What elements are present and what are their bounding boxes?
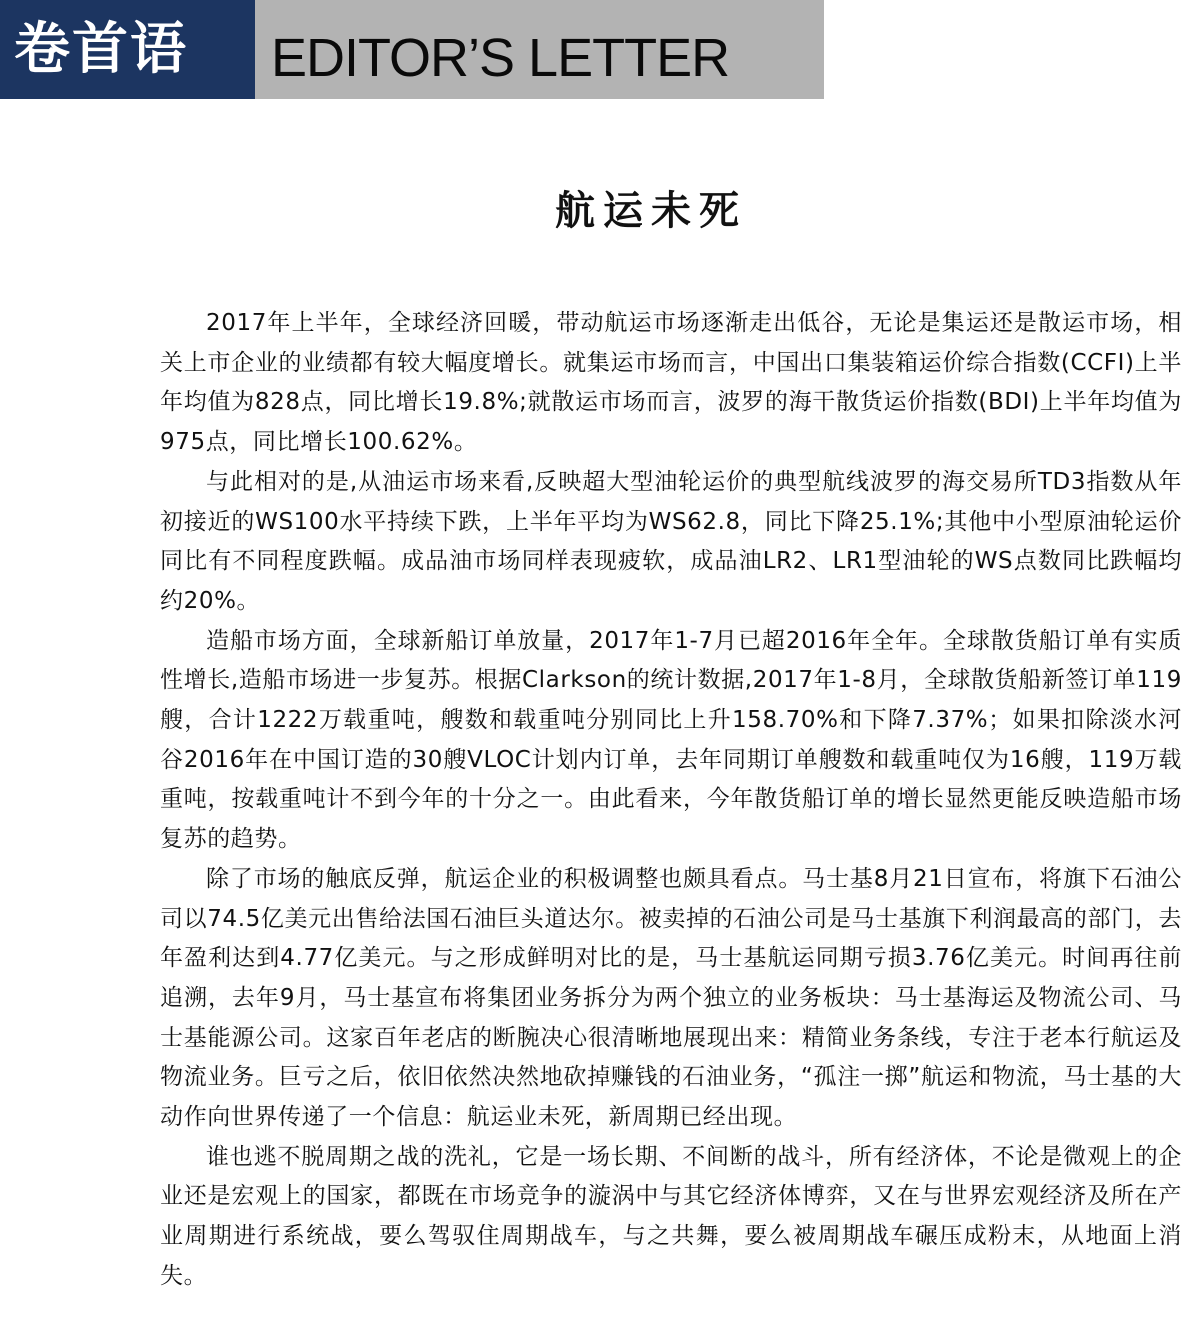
paragraph-5: 谁也逃不脱周期之战的洗礼，它是一场长期、不间断的战斗，所有经济体，不论是微观上的企业还是宏观上的国家，都既在市场竞争的漩涡中与其它经济体博弈，又在与世界宏观经济及所在产业周期进行系统战，要么驾驭住周期战车，与之共舞，要么被周期战车碾压成粉末，从地面上消失。	[160, 1143, 1182, 1289]
paragraph-4: 除了市场的触底反弹，航运企业的积极调整也颇具看点。马士基8月21日宣布，将旗下石油公司以74.5亿美元出售给法国石油巨头道达尔。被卖掉的石油公司是马士基旗下利润最高的部门，去年盈利达到4.77亿美元。与之形成鲜明对比的是，马士基航运同期亏损3.76亿美元。时间再往前追溯，去年9月，马士基宣布将集团业务拆分为两个独立的业务板块：马士基海运及物流公司、马士基能源公司。这家百年老店的断腕决心很清晰地展现出来：精简业务条线，专注于老本行航运及物流业务。巨亏之后，依旧依然决然地砍掉赚钱的石油业务，“孤注一掷”航运和物流，马士基的大动作向世界传递了一个信息：航运业未死，新周期已经出现。	[160, 865, 1182, 1131]
section-label-english: EDITOR’S LETTER	[255, 0, 824, 99]
paragraph-3: 造船市场方面，全球新船订单放量，2017年1-7月已超2016年全年。全球散货船订单有实质性增长,造船市场进一步复苏。根据Clarkson的统计数据,2017年1-8月，全球散货船新签订单119艘，合计1222万载重吨，艘数和载重吨分别同比上升158.70%和下降7.37%；如果扣除淡水河谷2016年在中国订造的30艘VLOC计划内订单，去年同期订单艘数和载重吨仅为16艘，119万载重吨，按载重吨计不到今年的十分之一。由此看来，今年散货船订单的增长显然更能反映造船市场复苏的趋势。	[160, 627, 1182, 853]
section-label-chinese: 卷首语	[0, 0, 255, 99]
article-body	[160, 304, 1182, 1297]
article-title: 航运未死	[555, 187, 747, 234]
paragraph-1: 2017年上半年，全球经济回暖，带动航运市场逐渐走出低谷，无论是集运还是散运市场，相关上市企业的业绩都有较大幅度增长。就集运市场而言，中国出口集装箱运价综合指数(CCFI)上半年均值为828点，同比增长19.8%;就散运市场而言，波罗的海干散货运价指数(BDI)上半年均值为975点，同比增长100.62%。	[160, 310, 1182, 456]
paragraph-2: 与此相对的是,从油运市场来看,反映超大型油轮运价的典型航线波罗的海交易所TD3指数从年初接近的WS100水平持续下跌，上半年平均为WS62.8，同比下降25.1%;其他中小型原油轮运价同比有不同程度跌幅。成品油市场同样表现疲软，成品油LR2、LR1型油轮的WS点数同比跌幅均约20%。	[160, 468, 1182, 614]
section-header	[0, 0, 824, 99]
